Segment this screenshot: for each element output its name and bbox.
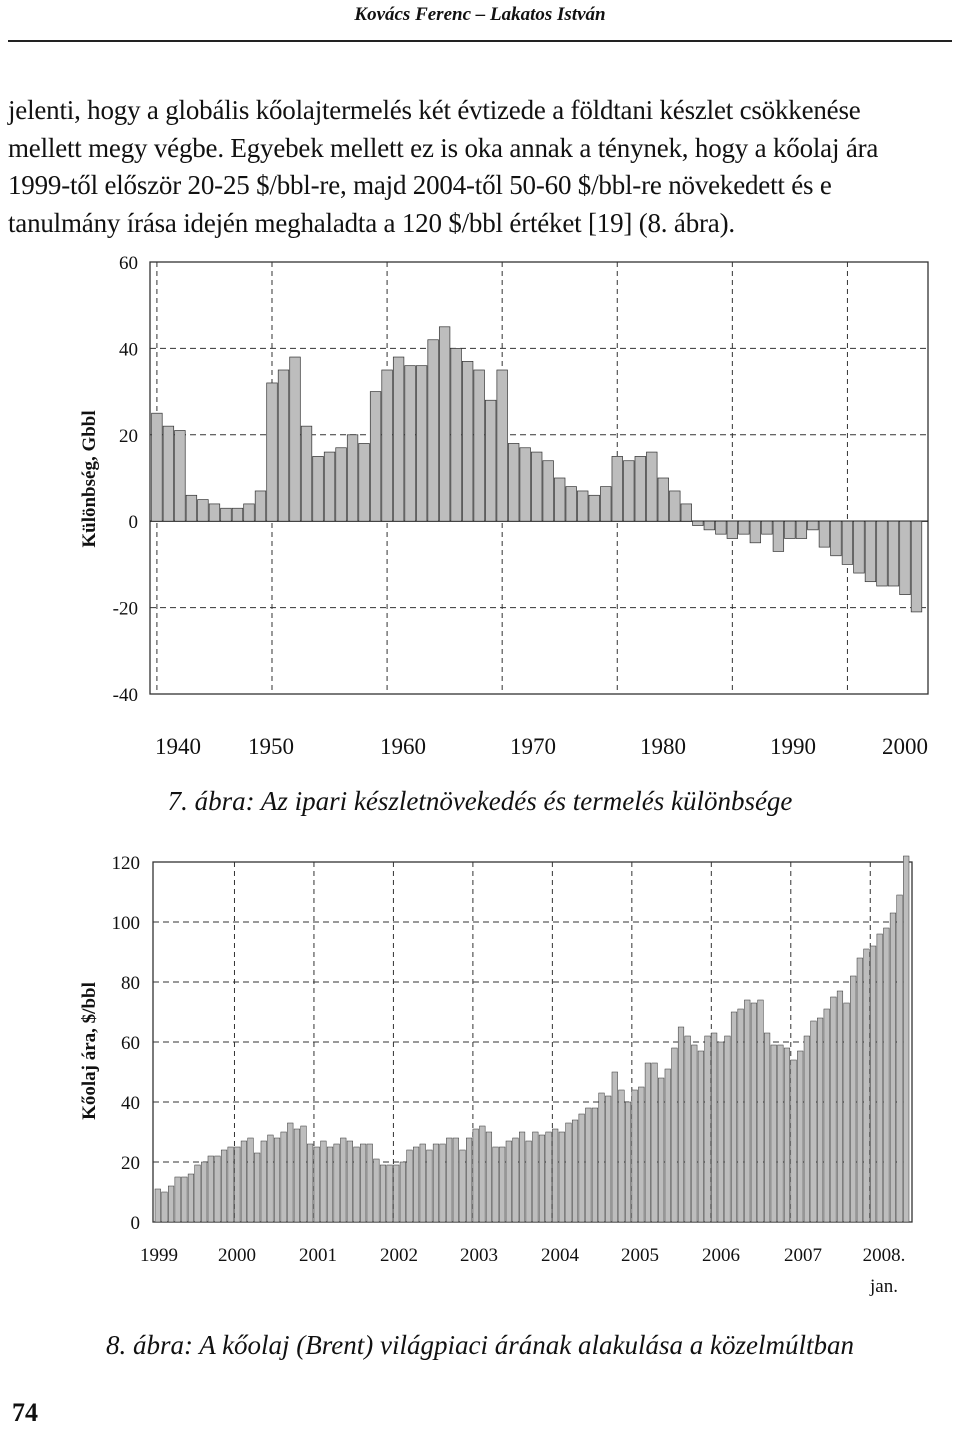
bar [685,1036,691,1222]
bar [804,1036,810,1222]
bar [307,1144,313,1222]
bar [168,1186,174,1222]
figure-8-caption: 8. ábra: A kőolaj (Brent) világpiaci árának alakulása a közelmúltban [106,1330,854,1360]
x-tick-label: 1990 [770,734,816,759]
bar [539,1135,545,1222]
bar [605,1096,611,1222]
bar [195,1165,201,1222]
bar [758,1000,764,1222]
bar [771,1045,777,1222]
y-tick-label: 20 [121,1153,140,1174]
bar [738,1009,744,1222]
bar [559,1132,565,1222]
y-tick-label: 120 [111,853,140,874]
y-tick-label: 60 [119,253,138,274]
bar [301,1126,307,1222]
bar [778,1045,784,1222]
bar [903,856,909,1222]
y-tick-label: -40 [112,685,138,706]
bar [890,913,896,1222]
bar [274,1138,280,1222]
bar [486,1132,492,1222]
bar [619,1090,625,1222]
x-tick-label: 2003 [460,1245,498,1266]
y-tick-label: 20 [119,425,138,447]
y-tick-label: 80 [121,973,140,994]
x-tick-label: 1970 [510,734,556,759]
bar [572,1120,578,1222]
bar [327,1147,333,1222]
bar [751,1003,757,1222]
bar [638,1087,644,1222]
bar [261,1141,267,1222]
x-tick-label: 2005 [621,1245,659,1266]
bar [188,1174,194,1222]
bar [499,1147,505,1222]
bar [201,1162,207,1222]
bar [175,1177,181,1222]
bar [506,1141,512,1222]
bar [519,1132,525,1222]
bar [228,1147,234,1222]
x-tick-label: 2001 [299,1245,337,1266]
bar [897,895,903,1222]
bar [725,1036,731,1222]
bar [552,1129,558,1222]
bar [632,1090,638,1222]
bar [870,946,876,1222]
bar [797,1051,803,1222]
bar [579,1114,585,1222]
x-tick-label: 2004 [541,1245,579,1266]
bar [864,949,870,1222]
x-tick-label: 1950 [248,734,294,759]
bar [413,1147,419,1222]
bar [744,1000,750,1222]
bar [546,1132,552,1222]
bar [367,1144,373,1222]
bar [440,1144,446,1222]
bar [181,1177,187,1222]
running-title: Kovács Ferenc – Lakatos István [354,4,606,25]
bar [374,1159,380,1222]
bar [764,1033,770,1222]
x-tick-label: 1999 [140,1245,178,1266]
bar [268,1135,274,1222]
bar [287,1123,293,1222]
bar [612,1072,618,1222]
bar [321,1141,327,1222]
bar [718,1042,724,1222]
x-tick-label: 1960 [380,734,426,759]
bar [446,1138,452,1222]
bar [155,1189,161,1222]
bar [407,1150,413,1222]
bar [241,1141,247,1222]
bar [347,1141,353,1222]
bar [625,1102,631,1222]
x-tick-label: 1980 [640,734,686,759]
y-tick-label: 100 [111,913,140,934]
bar [466,1138,472,1222]
bar [857,958,863,1222]
bar [791,1060,797,1222]
bar [453,1138,459,1222]
x-tick-label: 1940 [155,734,201,759]
bar [513,1138,519,1222]
bar [645,1063,651,1222]
bar [294,1129,300,1222]
chart1-ylabel: Különbség, Gbbl [79,410,100,548]
bar [387,1165,393,1222]
bar [585,1108,591,1222]
figure-7-caption: 7. ábra: Az ipari készletnövekedés és termelés különbsége [167,786,793,816]
x-tick-label: 2007 [784,1245,822,1266]
bar [234,1147,240,1222]
bar [599,1093,605,1222]
bar [460,1150,466,1222]
chart2-ylabel: Kőolaj ára, $/bbl [79,982,100,1120]
body-line: jelenti, hogy a globális kőolajtermelés két évtizede a földtani készlet csökkenése [8,95,861,125]
bar [844,1003,850,1222]
bar [360,1144,366,1222]
bar [340,1138,346,1222]
bar [473,1129,479,1222]
bar [566,1123,572,1222]
bar [711,1033,717,1222]
bar [678,1027,684,1222]
x-tick-label: 2008. [862,1245,906,1266]
y-tick-label: 0 [130,1213,140,1234]
bar [433,1144,439,1222]
x-tick-label: 2006 [702,1245,740,1266]
bar [215,1156,221,1222]
bar [658,1078,664,1222]
bar [248,1138,254,1222]
bar [691,1045,697,1222]
bar [254,1153,260,1222]
bar [420,1144,426,1222]
bar [850,976,856,1222]
x-tick-label: 2000 [882,734,928,759]
bar [427,1150,433,1222]
bar [162,1192,168,1222]
bar [817,1018,823,1222]
y-tick-label: 40 [119,339,138,361]
x-tick-sublabel: jan. [870,1276,898,1297]
x-tick-label: 2000 [218,1245,256,1266]
bar [837,991,843,1222]
bar [592,1108,598,1222]
bar [400,1162,406,1222]
bar [824,1009,830,1222]
bar [281,1132,287,1222]
bar [672,1048,678,1222]
bar [731,1012,737,1222]
bar [221,1150,227,1222]
y-tick-label: 60 [121,1033,140,1054]
bar [380,1165,386,1222]
bar [652,1063,658,1222]
bar [208,1156,214,1222]
page-number: 74 [12,1398,38,1427]
bar [705,1036,711,1222]
bar [526,1141,532,1222]
bar [698,1051,704,1222]
bar [784,1048,790,1222]
bar [533,1132,539,1222]
bar [811,1021,817,1222]
bar [877,934,883,1222]
bar [665,1069,671,1222]
bar [480,1126,486,1222]
bar [884,928,890,1222]
body-line: tanulmány írása idején meghaladta a 120 $/bbl értéket [19] (8. ábra). [8,207,735,238]
body-line: 1999-től először 20-25 $/bbl-re, majd 2004-től 50-60 $/bbl-re növekedett és e [8,170,832,200]
bar [493,1147,499,1222]
bar [831,997,837,1222]
x-tick-label: 2002 [380,1245,418,1266]
y-tick-label: -20 [112,598,138,620]
bar [354,1147,360,1222]
bar [314,1147,320,1222]
y-tick-label: 0 [128,512,138,534]
y-tick-label: 40 [121,1093,140,1114]
bar [393,1165,399,1222]
body-line: mellett megy végbe. Egyebek mellett ez is oka annak a ténynek, hogy a kőolaj ára [8,132,879,163]
bar [334,1144,340,1222]
